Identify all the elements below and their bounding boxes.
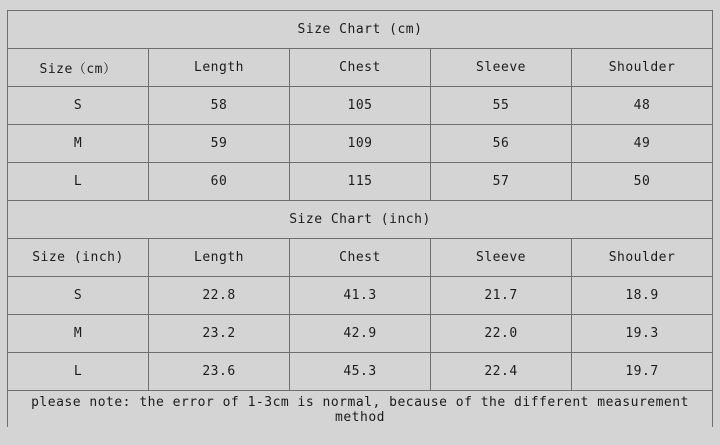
- cell-sleeve: 56: [431, 125, 572, 163]
- header-size-inch: Size (inch): [8, 239, 149, 277]
- cell-length: 58: [149, 87, 290, 125]
- cell-shoulder: 18.9: [572, 277, 713, 315]
- cell-shoulder: 19.3: [572, 315, 713, 353]
- header-shoulder-inch: Shoulder: [572, 239, 713, 277]
- cell-sleeve: 55: [431, 87, 572, 125]
- cell-chest: 109: [290, 125, 431, 163]
- measurement-note: please note: the error of 1-3cm is normal, because of the different measurement method: [8, 391, 713, 429]
- cell-size: S: [8, 277, 149, 315]
- cell-size: L: [8, 353, 149, 391]
- cell-chest: 41.3: [290, 277, 431, 315]
- cell-length: 59: [149, 125, 290, 163]
- cell-size: S: [8, 87, 149, 125]
- header-length-inch: Length: [149, 239, 290, 277]
- cell-length: 23.2: [149, 315, 290, 353]
- table-title-row-inch: [8, 201, 713, 239]
- bottom-strip: [0, 427, 720, 445]
- table-row: [8, 353, 713, 391]
- cell-size: M: [8, 125, 149, 163]
- cell-length: 22.8: [149, 277, 290, 315]
- table-row: [8, 125, 713, 163]
- size-chart-table: [7, 10, 713, 429]
- cell-length: 60: [149, 163, 290, 201]
- cell-sleeve: 21.7: [431, 277, 572, 315]
- table-row: [8, 163, 713, 201]
- header-sleeve-inch: Sleeve: [431, 239, 572, 277]
- cell-chest: 42.9: [290, 315, 431, 353]
- header-sleeve-cm: Sleeve: [431, 49, 572, 87]
- top-spacer: [0, 0, 720, 10]
- cell-shoulder: 50: [572, 163, 713, 201]
- cell-length: 23.6: [149, 353, 290, 391]
- cell-shoulder: 19.7: [572, 353, 713, 391]
- header-length-cm: Length: [149, 49, 290, 87]
- cell-shoulder: 48: [572, 87, 713, 125]
- chart-title-inch: Size Chart (inch): [8, 201, 713, 239]
- table-title-row-cm: [8, 11, 713, 49]
- header-shoulder-cm: Shoulder: [572, 49, 713, 87]
- cell-chest: 45.3: [290, 353, 431, 391]
- chart-title-cm: Size Chart (cm): [8, 11, 713, 49]
- cell-chest: 115: [290, 163, 431, 201]
- table-row: [8, 277, 713, 315]
- header-chest-cm: Chest: [290, 49, 431, 87]
- table-row: [8, 87, 713, 125]
- cell-size: M: [8, 315, 149, 353]
- table-row: [8, 315, 713, 353]
- table-header-row-cm: [8, 49, 713, 87]
- header-size-cm: Size（cm）: [8, 49, 149, 87]
- cell-sleeve: 22.4: [431, 353, 572, 391]
- header-chest-inch: Chest: [290, 239, 431, 277]
- cell-sleeve: 57: [431, 163, 572, 201]
- cell-sleeve: 22.0: [431, 315, 572, 353]
- cell-shoulder: 49: [572, 125, 713, 163]
- table-header-row-inch: [8, 239, 713, 277]
- cell-chest: 105: [290, 87, 431, 125]
- cell-size: L: [8, 163, 149, 201]
- measurement-note-row: [8, 391, 713, 429]
